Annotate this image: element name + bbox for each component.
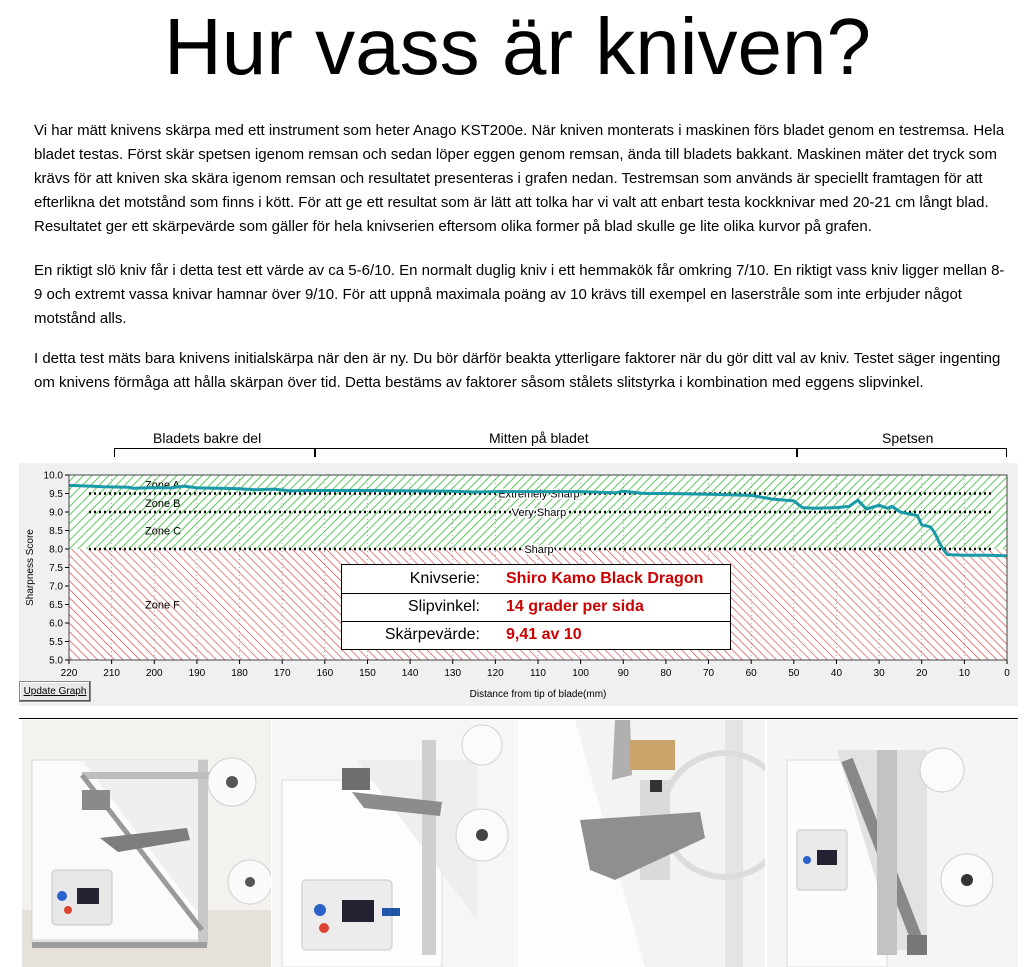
page-title: Hur vass är kniven? bbox=[164, 2, 871, 91]
info-label-angle: Slipvinkel: bbox=[407, 598, 480, 615]
update-graph-button[interactable] bbox=[19, 681, 91, 702]
machine-photo-side bbox=[767, 720, 1018, 967]
threshold-label: Sharp bbox=[524, 544, 554, 556]
x-tick-label: 0 bbox=[1004, 668, 1010, 679]
y-tick-label: 6.5 bbox=[49, 600, 63, 611]
machine-photo-angle bbox=[272, 720, 518, 967]
x-tick-label: 220 bbox=[60, 668, 78, 679]
x-tick-label: 20 bbox=[916, 668, 928, 679]
y-tick-label: 7.0 bbox=[49, 581, 63, 593]
x-tick-label: 150 bbox=[359, 668, 376, 679]
zone-label: Zone B bbox=[145, 497, 181, 510]
blade-closeup-photo bbox=[520, 720, 765, 967]
section-label-back: Bladets bakre del bbox=[153, 430, 262, 446]
section-label-tip: Spetsen bbox=[882, 430, 934, 446]
x-axis-title: Distance from tip of blade(mm) bbox=[469, 689, 607, 700]
info-row-score bbox=[342, 621, 730, 649]
info-label-score: Skärpevärde: bbox=[384, 626, 480, 643]
update-graph-label: Update Graph bbox=[23, 686, 87, 697]
y-tick-label: 7.5 bbox=[49, 563, 63, 574]
y-tick-label: 10.0 bbox=[43, 470, 63, 482]
x-tick-label: 30 bbox=[873, 668, 885, 679]
x-tick-label: 200 bbox=[145, 668, 163, 679]
x-tick-label: 40 bbox=[830, 668, 843, 679]
y-tick-label: 9.0 bbox=[49, 507, 63, 519]
section-label-middle: Mitten på bladet bbox=[489, 430, 589, 446]
scale-paragraph: En riktigt slö kniv får i detta test ett värde av ca 5-6/10. En normalt duglig kniv i ett hemmakök får omkring 7/10. En riktigt vass kniv ligger mellan 8-9 och extremt vassa knivar hamnar över 9/10. För att uppnå maximala poäng av 10 krävs till exempel en laserstråle som inte erbjuder något motstånd alls. bbox=[34, 262, 1005, 327]
divider-line bbox=[19, 718, 1018, 719]
threshold-label: Very Sharp bbox=[511, 507, 567, 519]
x-tick-label: 50 bbox=[788, 668, 800, 679]
y-tick-label: 8.5 bbox=[49, 526, 63, 537]
x-tick-label: 190 bbox=[188, 668, 206, 679]
info-row-angle bbox=[342, 593, 730, 622]
zone-label: Zone C bbox=[145, 525, 182, 538]
info-label-series: Knivserie: bbox=[409, 570, 480, 587]
y-tick-label: 8.0 bbox=[49, 544, 63, 556]
y-axis-title: Sharpness Score bbox=[25, 529, 36, 606]
x-tick-label: 210 bbox=[103, 668, 120, 679]
zone-label: Zone A bbox=[145, 479, 180, 492]
zone-label: Zone F bbox=[145, 599, 180, 612]
machine-photo-front bbox=[22, 720, 271, 967]
info-row-series bbox=[342, 565, 730, 594]
x-tick-label: 70 bbox=[702, 668, 715, 679]
x-tick-label: 120 bbox=[487, 668, 504, 679]
x-tick-label: 160 bbox=[316, 668, 334, 679]
x-tick-label: 90 bbox=[617, 668, 629, 679]
intro-paragraph: Vi har mätt knivens skärpa med ett instrument som heter Anago KST200e. När kniven monterats i maskinen förs bladet genom en testremsa. Hela bladet testas. Först skär spetsen igenom remsan och sedan löper eggen genom remsan, ända till bladets bakkant. Maskinen mäter det tryck som krävs för att kniven ska skära igenom remsan och resultatet presenteras i grafen nedan. Testremsan som används är speciellt framtagen för att efterlikna det motstånd som finns i kött. För att ge ett resultat som är lätt att tolka har vi valt att enbart testa kockknivar med 20-21 cm långt blad. Resultatet ger ett skärpevärde som gäller för hela knivserien eftersom olika former på blad skulle ge lite olika kurvor på grafen. bbox=[34, 122, 1005, 235]
y-tick-label: 5.0 bbox=[49, 655, 63, 667]
y-tick-label: 9.5 bbox=[49, 489, 63, 500]
threshold-label: Extremely Sharp bbox=[498, 488, 580, 501]
knife-info-table bbox=[341, 564, 731, 650]
y-tick-label: 6.0 bbox=[49, 618, 63, 630]
info-value-angle: 14 grader per sida bbox=[506, 598, 644, 615]
x-tick-label: 180 bbox=[231, 668, 248, 679]
section-bracket-tip bbox=[796, 448, 1007, 457]
limitation-paragraph: I detta test mäts bara knivens initialskärpa när den är ny. Du bör därför beakta ytterligare faktorer när du gör ditt val av kniv. Testet säger ingenting om knivens förmåga att hålla skärpan över tid. Detta bestäms av faktorer såsom stålets slitstyrka i kombination med eggens slipvinkel. bbox=[34, 350, 1001, 391]
section-bracket-middle bbox=[314, 448, 798, 457]
section-bracket-back bbox=[114, 448, 316, 457]
x-tick-label: 170 bbox=[273, 668, 291, 679]
x-tick-label: 140 bbox=[401, 668, 419, 679]
y-tick-label: 5.5 bbox=[49, 637, 63, 648]
info-value-series: Shiro Kamo Black Dragon bbox=[506, 570, 704, 587]
x-tick-label: 130 bbox=[444, 668, 462, 679]
x-tick-label: 110 bbox=[530, 668, 546, 679]
x-tick-label: 60 bbox=[745, 668, 757, 679]
x-tick-label: 10 bbox=[958, 668, 970, 679]
x-tick-label: 100 bbox=[572, 668, 589, 679]
info-value-score: 9,41 av 10 bbox=[506, 626, 582, 643]
x-tick-label: 80 bbox=[660, 668, 672, 679]
